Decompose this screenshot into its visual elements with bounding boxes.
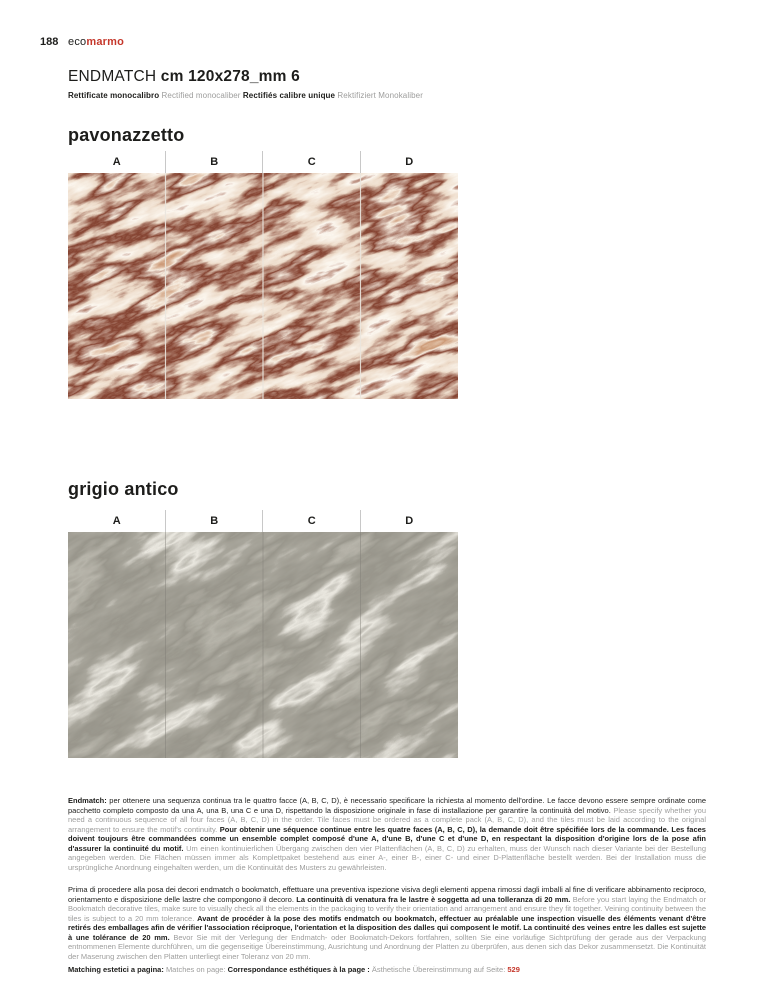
- text-segment: Matching estetici a pagina:: [68, 965, 166, 974]
- text-segment: La continuità di venatura fra le lastre è soggetta ad una tolleranza di 20 mm.: [296, 894, 573, 904]
- collection-name: ENDMATCH: [68, 68, 161, 85]
- face-divider-tick: [262, 151, 263, 173]
- text-segment: Prima di procedere alla posa dei decori endmatch o bookmatch, effettuare una preventiva ispezione visiva degli elementi appena rimossi dagli imballi al fine di verificare abbinamento reciproco, orientamento e disposizione delle lastre che compongono il decoro.: [68, 885, 706, 904]
- inspection-tolerance-note: [68, 885, 706, 961]
- text-segment: Matches on page:: [165, 965, 228, 974]
- finish-line: [68, 91, 423, 100]
- face-label-a: A: [112, 155, 121, 168]
- text-segment: Before you start laying the Endmatch or Bookmatch decorative tiles, make sure to visually check all the elements in the packaging to verify their orientation and arrangement and ensure they fit together. Veining continuity between the tiles is subject to a 20 mm tolerance.: [68, 894, 706, 923]
- text-segment: Bevor Sie mit der Verlegung der Endmatch- oder Bookmatch-Dekors fortfahren, sollten Sie eine vorläufige Sichtprüfung der gerade aus der Verpackung entnommenen Elemente durchführen, um die gegenseitige Übereinstimmung, Ausrichtung und Anordnung der Platten zu überprüfen, aus denen sich das Dekor zusammensetzt. Die Kontinuität der Maserung zwischen den Platten unterliegt einer Toleranz von 20 mm.: [68, 932, 706, 961]
- face-label-c: C: [307, 155, 316, 168]
- face-label-d: D: [405, 514, 414, 527]
- face-divider-tick: [262, 510, 263, 532]
- text-segment: Rektifiziert Monokaliber: [337, 91, 423, 100]
- face-label-b: B: [210, 514, 219, 527]
- text-segment: Um einen kontinuierlichen Übergang zwischen den vier Plattenflächen (A, B, C, D) zu erhalten, muss der Wunsch nach dieser Variante bei der Bestellung angegeben werden. Die Flächen müssen immer als Komplettpaket bestehend aus einer A-, einer B-, einer C- und einer D-Plattenfläche bestellt werden. Bei der Installation muss die ursprüngliche Anordnung eingehalten werden, um die Kontinuität des Musters zu gewährleisten.: [68, 843, 706, 872]
- face-label-c: C: [307, 514, 316, 527]
- face-label-row-pavonazzetto: [68, 151, 458, 172]
- face-divider-tick: [165, 151, 166, 173]
- text-segment: Correspondance esthétiques à la page :: [227, 965, 372, 974]
- text-segment: Please specify whether you need a continuous sequence of all four faces (A, B, C, D) in the order. Tile faces must be ordered as a complete pack (A, B, C, D), and the tiles must be laid according to the original arrangement to ensure the motif's continuity.: [68, 805, 706, 834]
- face-label-a: A: [112, 514, 121, 527]
- text-segment: Rettificate monocalibro: [68, 91, 162, 100]
- face-divider-tick: [360, 151, 361, 173]
- text-segment: 529: [507, 965, 520, 974]
- text-segment: Endmatch:: [68, 796, 107, 805]
- grigio-antico-marble-image: [68, 532, 458, 758]
- text-segment: per ottenere una sequenza continua tra le quattro facce (A, B, C, D), è necessario specificare la richiesta al momento dell'ordine. Le facce devono essere sempre ordinate come pacchetto completo composto da una A, una B, una C e una D, rispettando la disposizione originale in fase di installazione per garantire la continuità del motivo.: [68, 796, 706, 815]
- product-title-pavonazzetto: pavonazzetto: [68, 125, 185, 145]
- product-title-grigio-antico: grigio antico: [68, 479, 179, 499]
- face-divider-tick: [360, 510, 361, 532]
- brand-prefix: eco: [68, 36, 87, 48]
- brand-suffix: marmo: [86, 36, 125, 48]
- page-number: 188: [40, 36, 59, 48]
- text-segment: Rectified monocaliber: [161, 91, 243, 100]
- matching-page-reference: [68, 965, 706, 975]
- text-segment: Pour obtenir une séquence continue entre les quatre faces (A, B, C, D), la demande doit être spécifiée lors de la commande. Les faces doivent toujours être commandées comme un ensemble complet composé d'une A, d'une B, d'une C et d'une D, en respectant la disposition d'origine lors de la pose afin d'assurer la continuité du motif.: [68, 824, 706, 853]
- face-label-d: D: [405, 155, 414, 168]
- collection-size: cm 120x278_mm 6: [160, 68, 300, 85]
- text-segment: Ästhetische Übereinstimmung auf Seite:: [371, 965, 508, 974]
- face-label-b: B: [210, 155, 219, 168]
- text-segment: Rectifiés calibre unique: [242, 91, 338, 100]
- collection-title: [68, 68, 300, 86]
- pavonazzetto-marble-image: [68, 173, 458, 399]
- face-label-row-grigio-antico: [68, 510, 458, 531]
- notes-block: [68, 796, 706, 975]
- face-divider-tick: [165, 510, 166, 532]
- text-segment: Avant de procéder à la pose des motifs endmatch ou bookmatch, effectuer au préalable une inspection visuelle des éléments venant d'être retirés des emballages afin de vérifier l'association réciproque, l'orientation et la disposition des dalles qui composent le motif. La continuité des veines entre les dalles est sujette à une tolérance de 20 mm.: [68, 913, 706, 942]
- brand-logo: [68, 36, 124, 48]
- endmatch-ordering-note: [68, 796, 706, 872]
